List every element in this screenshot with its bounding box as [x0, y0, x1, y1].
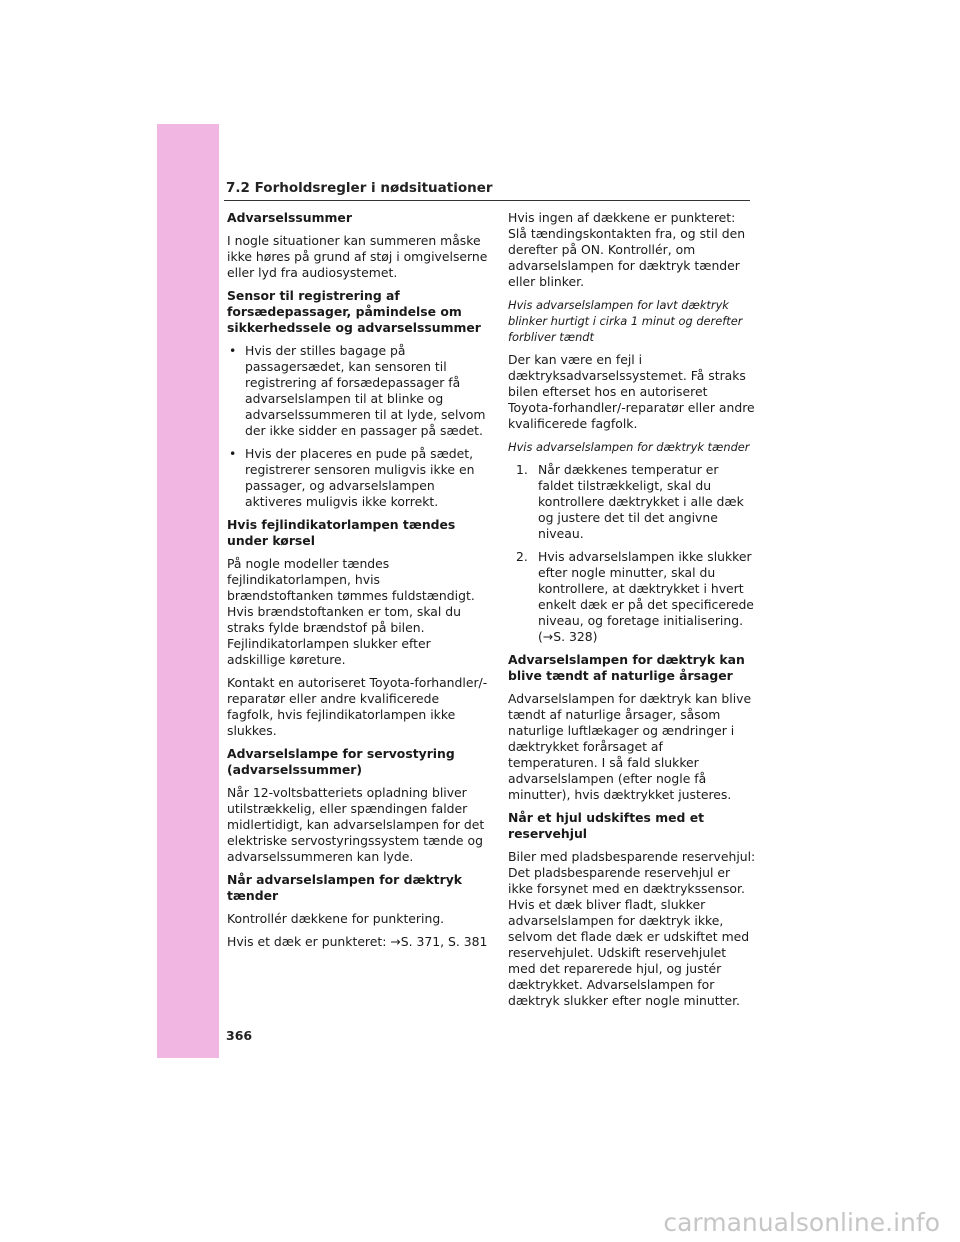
bullet-marker: • — [229, 446, 237, 461]
paragraph: Kontrollér dækkene for punktering. — [227, 911, 445, 926]
left-column — [227, 210, 489, 957]
paragraph: Advarselslampen for dæktryk kan blive tændt af naturlige årsager, såsom naturlige luftlækager og ændringer i dæktrykket forårsaget af temperaturen. I så fald slukker advarselslampen (efter nogle få minutter), hvis dæktrykket justeres. — [508, 691, 752, 802]
heading-power-steering: Advarselslampe for servostyring (advarselssummer) — [227, 746, 455, 777]
list-item — [508, 549, 756, 645]
step-number: 1. — [516, 462, 528, 477]
list-item — [508, 462, 756, 542]
list-item-text: Hvis der placeres en pude på sædet, registrerer sensoren muligvis ikke en passager, og advarselslampen aktiveres muligvis ikke korrekt. — [245, 446, 475, 509]
paragraph: Når 12-voltsbatteriets opladning bliver utilstrækkelig, eller spændingen falder midlertidigt, kan advarselslampen for det elektriske servostyringssystem tænde og advarselssummeren kan lyde. — [227, 785, 485, 864]
heading-malfunction-lamp: Hvis fejlindikatorlampen tændes under kørsel — [227, 517, 456, 548]
paragraph: På nogle modeller tændes fejlindikatorlampen, hvis brændstoftanken tømmes fuldstændigt. Hvis brændstoftanken er tom, skal du straks fylde brændstof på bilen. Fejlindikatorlampen slukker efter adskillige køreture. — [227, 556, 475, 667]
step-text: Hvis advarselslampen ikke slukker efter nogle minutter, skal du kontrollere, at dæktrykket i hvert enkelt dæk er på det specificerede niveau, og foretage initialisering. (→S. 328) — [538, 549, 754, 644]
step-number: 2. — [516, 549, 528, 564]
chapter-tab-band — [157, 124, 219, 1058]
bullet-marker: • — [229, 343, 237, 358]
paragraph-page-reference: Hvis et dæk er punkteret: →S. 371, S. 381 — [227, 934, 488, 949]
page-number: 366 — [226, 1028, 253, 1043]
section-header — [224, 178, 750, 201]
heading-passenger-sensor: Sensor til registrering af forsædepassager, påmindelse om sikkerhedssele og advarselssummer — [227, 288, 481, 335]
list-item-text: Hvis der stilles bagage på passagersædet, kan sensoren til registrering af forsædepassager få advarselslampen til at blinke og advarselssummeren til at lyde, selvom der ikke sidder en passager på sædet. — [245, 343, 486, 438]
heading-warning-buzzer: Advarselssummer — [227, 210, 352, 225]
paragraph: Der kan være en fejl i dæktryksadvarselssystemet. Få straks bilen efterset hos en autoriseret Toyota-forhandler/-reparatør eller andre kvalificerede fagfolk. — [508, 352, 755, 431]
list-item — [227, 343, 489, 439]
paragraph: Biler med pladsbesparende reservehjul: Det pladsbesparende reservehjul er ikke forsynet med en dæktrykssensor. Hvis et dæk bliver fladt, slukker advarselslampen for dæktryk ikke, selvom det flade dæk er udskiftet med reservehjulet. Udskift reservehjulet med det reparerede hjul, og justér dæktrykket. Advarselslampen for dæktryk slukker efter nogle minutter. — [508, 849, 756, 1008]
paragraph: Hvis ingen af dækkene er punkteret: Slå tændingskontakten fra, og stil den derefter på ON. Kontrollér, om advarselslampen for dæktryk tænder eller blinker. — [508, 210, 746, 289]
subheading-pressure-lamp-on: Hvis advarselslampen for dæktryk tænder — [508, 440, 750, 454]
heading-natural-causes: Advarselslampen for dæktryk kan blive tændt af naturlige årsager — [508, 652, 745, 683]
subheading-low-pressure-blinking: Hvis advarselslampen for lavt dæktryk blinker hurtigt i cirka 1 minut og derefter forbliver tændt — [508, 298, 743, 344]
list-item — [227, 446, 489, 510]
paragraph: I nogle situationer kan summeren måske ikke høres på grund af støj i omgivelserne eller lyd fra audiosystemet. — [227, 233, 488, 280]
step-text: Når dækkenes temperatur er faldet tilstrækkeligt, skal du kontrollere dæktrykket i alle dæk og justere det til det angivne niveau. — [538, 462, 744, 541]
watermark: carmanualsonline.info — [663, 1208, 940, 1237]
heading-spare-wheel: Når et hjul udskiftes med et reservehjul — [508, 810, 705, 841]
section-title: 7.2 Forholdsregler i nødsituationer — [226, 180, 493, 196]
right-column — [508, 210, 756, 1016]
paragraph: Kontakt en autoriseret Toyota-forhandler/-reparatør eller andre kvalificerede fagfolk, hvis fejlindikatorlampen ikke slukkes. — [227, 675, 488, 738]
heading-tire-pressure-lamp: Når advarselslampen for dæktryk tænder — [227, 872, 463, 903]
